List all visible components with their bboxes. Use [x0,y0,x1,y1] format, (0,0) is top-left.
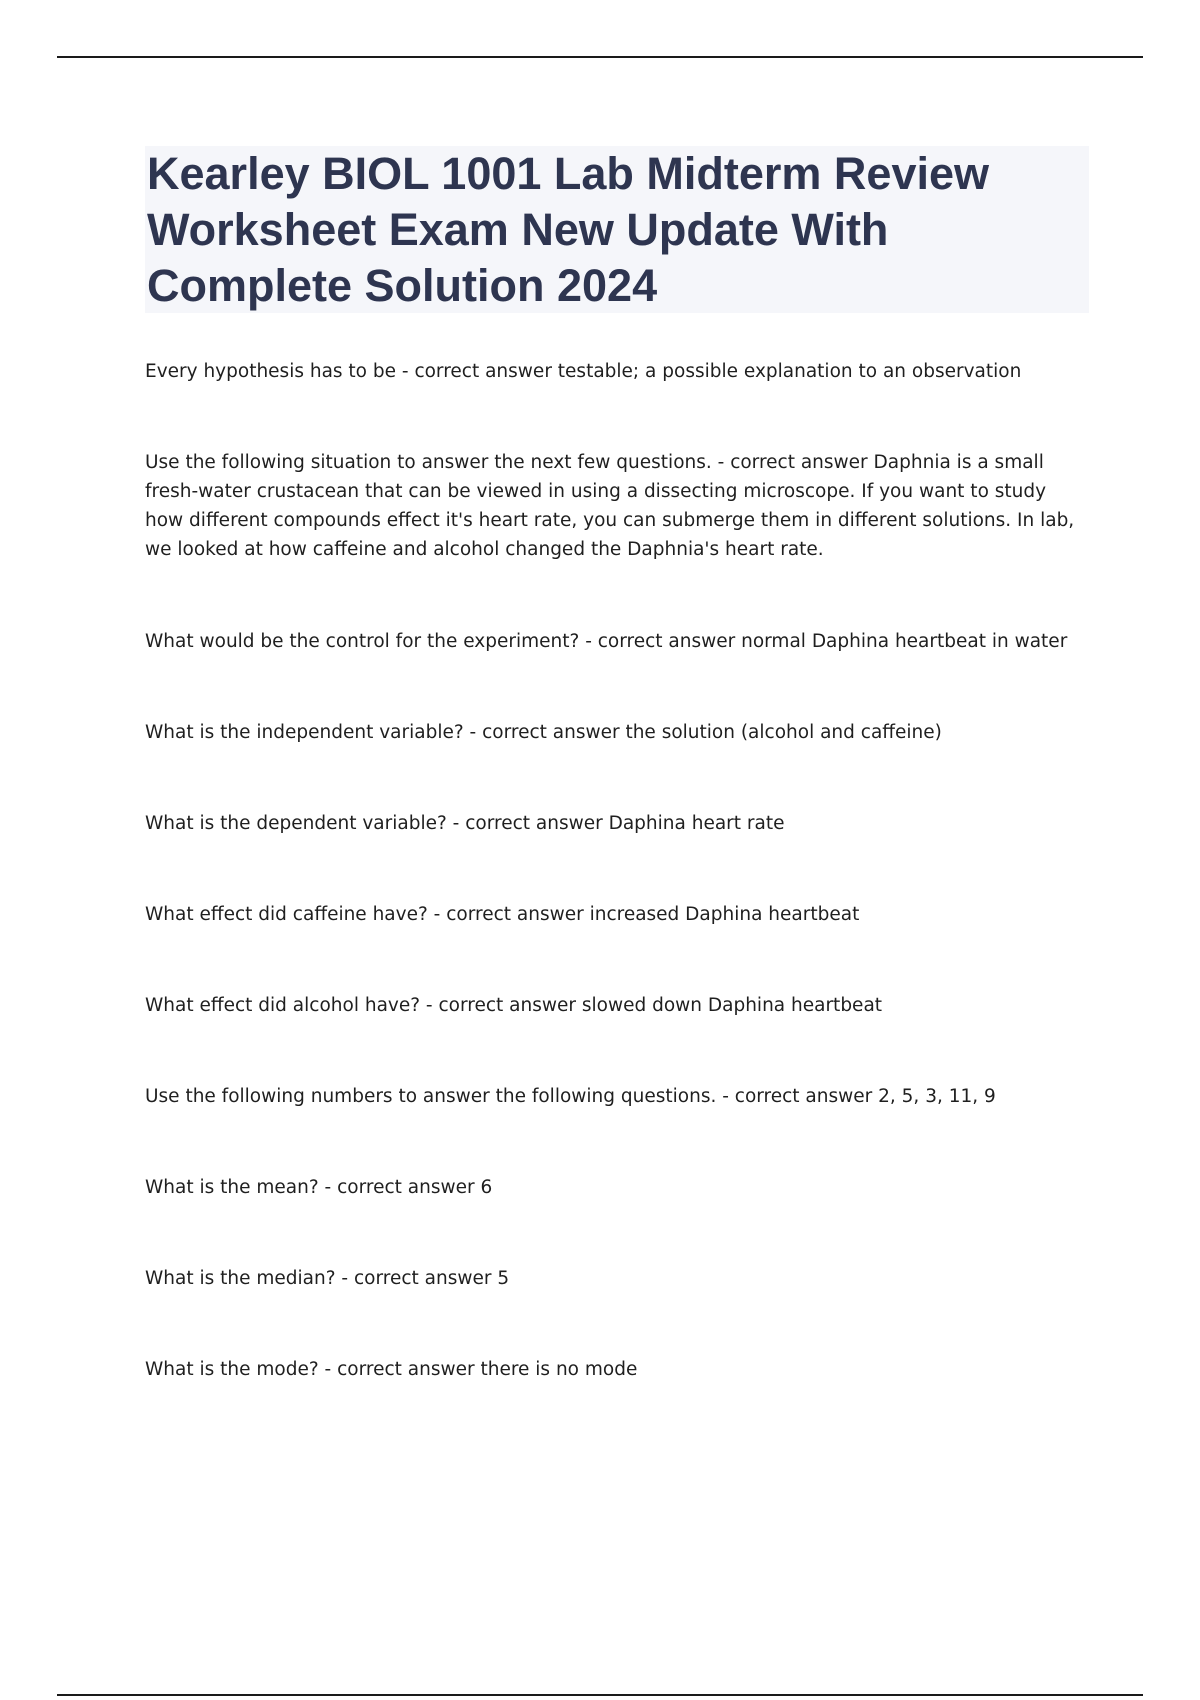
qa-item-4: What is the independent variable? - correct answer the solution (alcohol and caffeine) [145,722,942,743]
qa-item-5: What is the dependent variable? - correct answer Daphina heart rate [145,813,785,834]
top-divider [57,56,1143,58]
qa-item-8: Use the following numbers to answer the following questions. - correct answer 2, 5, 3, 11, 9 [145,1086,996,1107]
qa-item-6: What effect did caffeine have? - correct answer increased Daphina heartbeat [145,904,860,925]
document-title: Kearley BIOL 1001 Lab Midterm Review Worksheet Exam New Update With Complete Solution 2024 [147,148,990,311]
qa-item-7: What effect did alcohol have? - correct answer slowed down Daphina heartbeat [145,995,883,1016]
qa-item-2: Use the following situation to answer the next few questions. - correct answer Daphnia is a small fresh-water crustacean that can be viewed in using a dissecting microscope. If you want to study how different compounds effect it's heart rate, you can submerge them in different solutions. In lab, we looked at how caffeine and alcohol changed the Daphnia's heart rate. [145,452,1075,560]
bottom-divider [57,1694,1143,1696]
qa-item-9: What is the mean? - correct answer 6 [145,1177,493,1198]
qa-item-10: What is the median? - correct answer 5 [145,1268,510,1289]
title-banner [145,146,1089,313]
qa-item-11: What is the mode? - correct answer there is no mode [145,1359,638,1380]
qa-item-1: Every hypothesis has to be - correct answer testable; a possible explanation to an observation [145,361,1022,382]
qa-item-3: What would be the control for the experiment? - correct answer normal Daphina heartbeat in water [145,631,1068,652]
